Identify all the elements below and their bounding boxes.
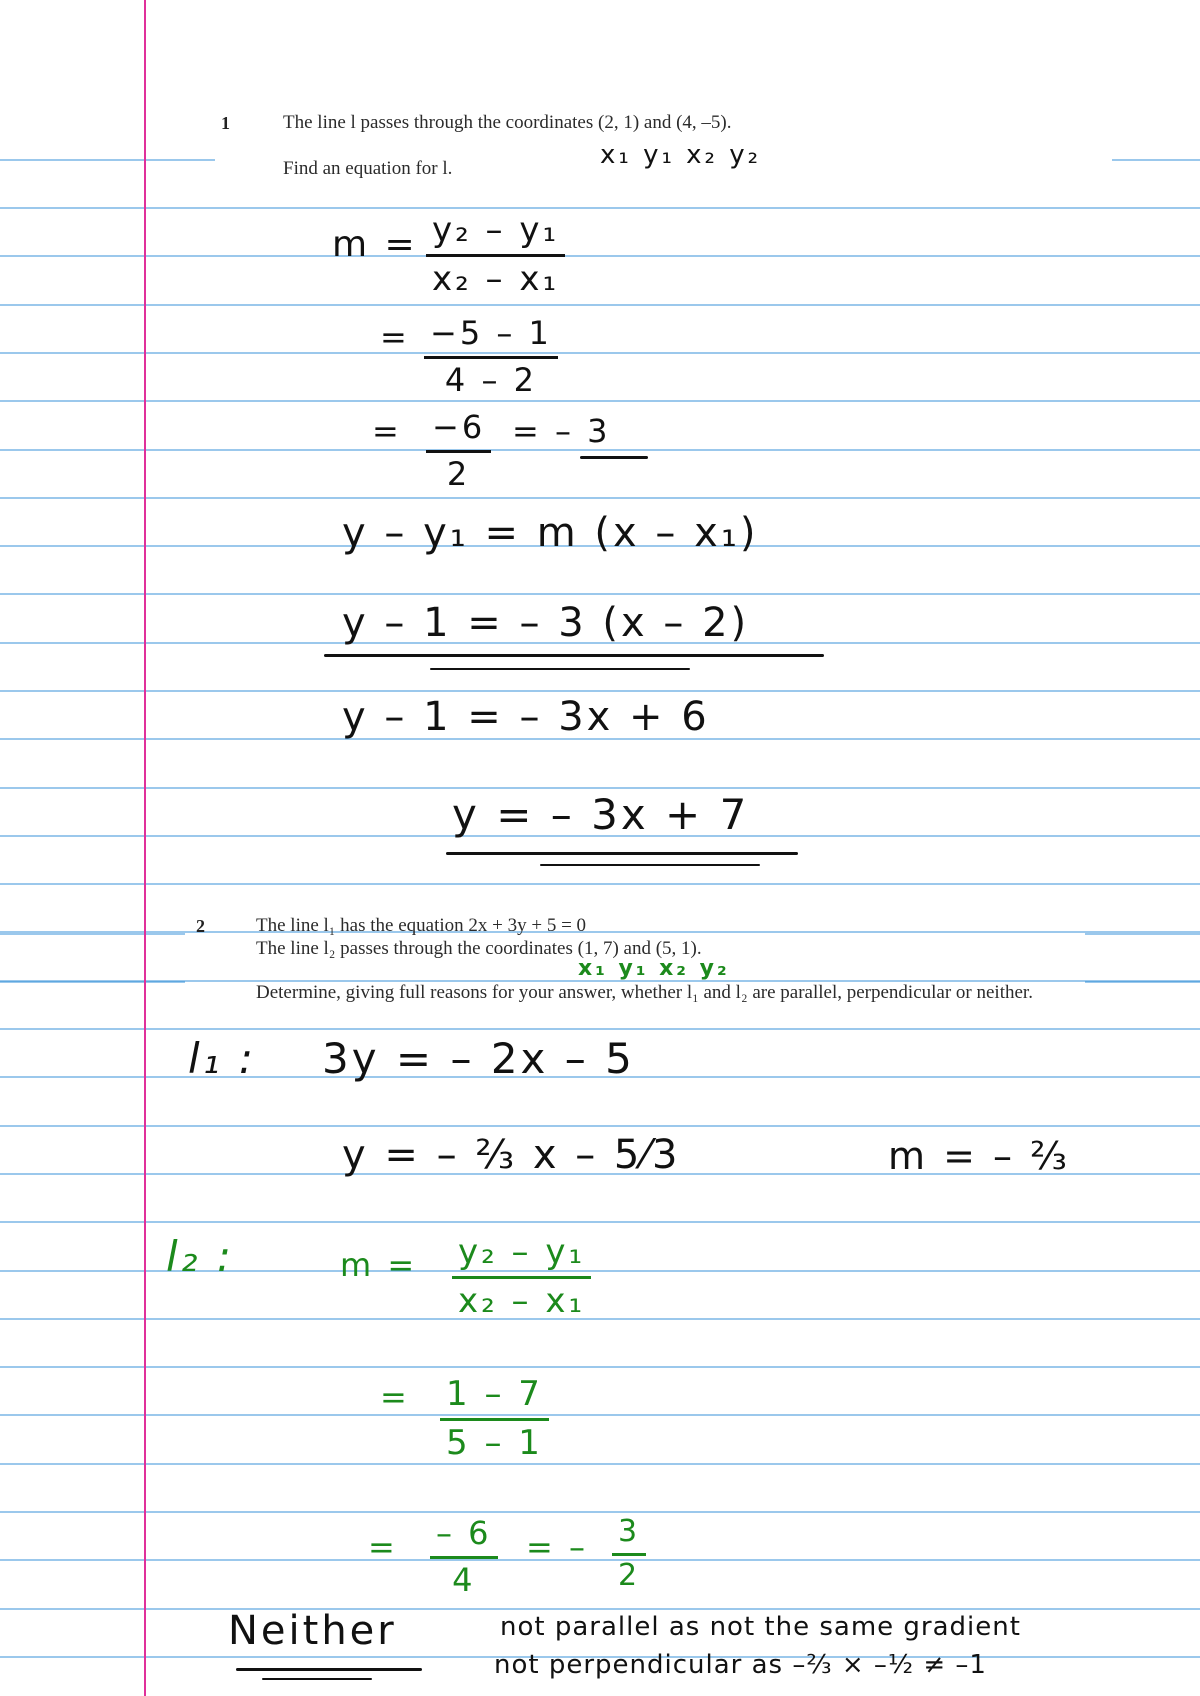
q1-gradient-label: m = bbox=[332, 224, 418, 265]
q2-simplified-numerator: – 6 bbox=[430, 1514, 498, 1559]
q1-substituted-underline-2 bbox=[430, 668, 690, 670]
question-2-line2: The line l₂ passes through the coordinates (1, 7) and (5, 1). bbox=[256, 938, 702, 959]
q1-formula-denominator: x₂ – x₁ bbox=[432, 259, 560, 299]
q1-final-answer: y = – 3x + 7 bbox=[452, 790, 750, 839]
q2-answer-underline-2 bbox=[262, 1678, 372, 1680]
q2-reason-perpendicular: not perpendicular as –⅔ × –½ ≠ –1 bbox=[494, 1650, 987, 1680]
q1-equals-3: = bbox=[372, 412, 402, 450]
q2-l2-label: l₂ : bbox=[166, 1232, 235, 1281]
q1-expanded-line: y – 1 = – 3x + 6 bbox=[342, 694, 710, 740]
q2-simplified-denominator: 4 bbox=[452, 1561, 476, 1599]
q2-l1-gradient: m = – ⅔ bbox=[888, 1134, 1070, 1178]
q2-equals-2: = bbox=[380, 1378, 410, 1416]
question-2-number: 2 bbox=[196, 916, 205, 936]
question-1-instruction: Find an equation for l. bbox=[283, 158, 453, 179]
q2-equals-3: = bbox=[368, 1528, 398, 1566]
q1-simplified-denominator: 2 bbox=[446, 455, 471, 493]
question-2-line3: Determine, giving full reasons for your answer, whether l₁ and l₂ are parallel, perpendicular or neither. bbox=[256, 982, 1033, 1003]
q1-substituted-underline bbox=[324, 654, 824, 657]
q2-l1-rearranged: 3y = – 2x – 5 bbox=[322, 1034, 635, 1083]
q2-l2-gradient-substituted bbox=[440, 1374, 549, 1463]
q1-gradient-simplified bbox=[426, 408, 491, 493]
q2-substituted-denominator: 5 – 1 bbox=[446, 1423, 543, 1463]
q1-final-underline bbox=[446, 852, 798, 855]
q1-final-underline-2 bbox=[540, 864, 760, 866]
q2-l2-gradient-simplified bbox=[430, 1514, 498, 1599]
q1-gradient-result: = – 3 bbox=[512, 412, 611, 450]
q1-gradient-underline bbox=[580, 456, 648, 459]
q2-l2-gradient-label: m = bbox=[340, 1246, 418, 1284]
question-1-number: 1 bbox=[221, 113, 230, 133]
q2-formula-denominator: x₂ – x₁ bbox=[458, 1281, 586, 1321]
question-2-line1: The line l₁ has the equation 2x + 3y + 5 = 0 bbox=[256, 915, 587, 936]
q1-substituted-numerator: −5 – 1 bbox=[424, 314, 558, 359]
question-1-text: The line l passes through the coordinates (2, 1) and (4, –5). bbox=[283, 112, 732, 133]
q1-point-slope-formula: y – y₁ = m (x – x₁) bbox=[342, 510, 759, 556]
q1-coordinate-labels: x₁ y₁ x₂ y₂ bbox=[600, 140, 762, 170]
q2-formula-numerator: y₂ – y₁ bbox=[452, 1232, 591, 1279]
q2-l2-gradient-result bbox=[612, 1514, 646, 1593]
q2-coordinate-labels: x₁ y₁ x₂ y₂ bbox=[578, 956, 730, 981]
q2-reason-parallel: not parallel as not the same gradient bbox=[500, 1612, 1021, 1642]
q1-formula-numerator: y₂ – y₁ bbox=[426, 210, 565, 257]
q2-l2-gradient-formula bbox=[452, 1232, 591, 1321]
q2-l1-gradient-form: y = – ⅔ x – 5⁄3 bbox=[342, 1132, 681, 1178]
q1-substituted-line: y – 1 = – 3 (x – 2) bbox=[342, 600, 750, 646]
q2-answer: Neither bbox=[228, 1608, 397, 1654]
q2-l1-label: l₁ : bbox=[188, 1034, 257, 1083]
q1-substituted-denominator: 4 – 2 bbox=[444, 361, 537, 399]
q1-gradient-formula bbox=[426, 210, 565, 299]
q2-substituted-numerator: 1 – 7 bbox=[440, 1374, 549, 1421]
q2-result-denominator: 2 bbox=[618, 1558, 641, 1593]
q1-simplified-numerator: −6 bbox=[426, 408, 491, 453]
q2-equals-4: = – bbox=[526, 1528, 588, 1566]
q1-equals-2: = bbox=[380, 318, 410, 356]
q2-answer-underline bbox=[236, 1668, 422, 1671]
q1-gradient-substituted bbox=[424, 314, 558, 399]
margin-line bbox=[144, 0, 146, 1696]
q2-result-numerator: 3 bbox=[612, 1514, 646, 1556]
